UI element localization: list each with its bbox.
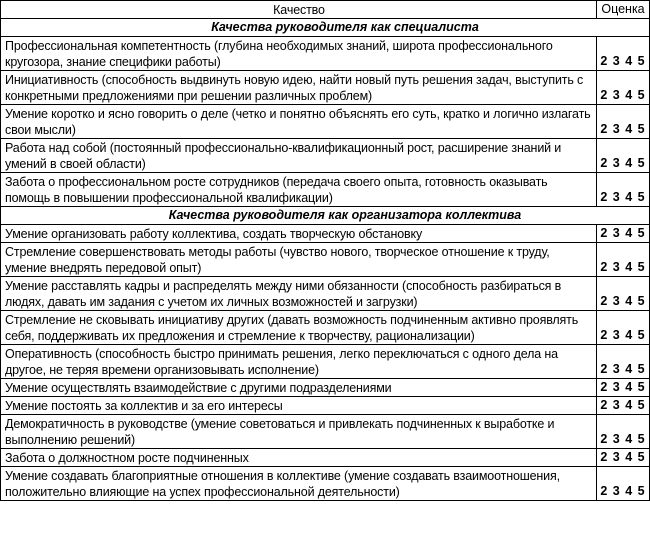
score-scale[interactable]: 2 3 4 5 (600, 156, 646, 170)
score-scale[interactable]: 2 3 4 5 (600, 122, 646, 136)
score-scale[interactable]: 2 3 4 5 (600, 450, 646, 464)
quality-text: Профессиональная компетентность (глубина необходимых знаний, широта профессионального кругозора, знание специфики работы) (1, 37, 597, 70)
table-row (1, 345, 649, 379)
quality-text: Умение коротко и ясно говорить о деле (четко и понятно объяснять его суть, кратко и логично излагать свои мысли) (1, 105, 597, 138)
score-scale[interactable]: 2 3 4 5 (600, 432, 646, 446)
score-scale[interactable]: 2 3 4 5 (600, 294, 646, 308)
section-title-specialist: Качества руководителя как специалиста (1, 19, 649, 37)
score-scale[interactable]: 2 3 4 5 (600, 88, 646, 102)
quality-text: Умение осуществлять взаимодействие с другими подразделениями (1, 379, 597, 396)
table-row (1, 243, 649, 277)
section-title-organizer: Качества руководителя как организатора коллектива (1, 207, 649, 225)
quality-text: Стремление совершенствовать методы работы (чувство нового, творческое отношение к труду, умение внедрять передовой опыт) (1, 243, 597, 276)
table-row (1, 139, 649, 173)
quality-text: Умение расставлять кадры и распределять между ними обязанности (способность разбираться в людях, давать им задания с учетом их личных возможностей и загрузки) (1, 277, 597, 310)
table-row (1, 311, 649, 345)
quality-text: Стремление не сковывать инициативу других (давать возможность подчиненным активно проявлять себя, поддерживать их предложения и стремление к творчеству, рационализации) (1, 311, 597, 344)
score-scale[interactable]: 2 3 4 5 (600, 260, 646, 274)
table-row (1, 467, 649, 501)
table-row (1, 397, 649, 415)
score-column-header: Оценка (601, 2, 645, 16)
score-scale[interactable]: 2 3 4 5 (600, 484, 646, 498)
table-row (1, 225, 649, 243)
table-row (1, 71, 649, 105)
score-scale[interactable]: 2 3 4 5 (600, 226, 646, 240)
score-scale[interactable]: 2 3 4 5 (600, 54, 646, 68)
table-row (1, 277, 649, 311)
quality-text: Умение создавать благоприятные отношения в коллективе (умение создавать взаимоотношения, положительно влияющие на успех профессиональной деятельности) (1, 467, 597, 500)
score-scale[interactable]: 2 3 4 5 (600, 362, 646, 376)
quality-text: Забота о должностном росте подчиненных (1, 449, 597, 466)
score-scale[interactable]: 2 3 4 5 (600, 190, 646, 204)
score-scale[interactable]: 2 3 4 5 (600, 380, 646, 394)
quality-text: Работа над собой (постоянный профессионально-квалификационный рост, расширение знаний и умений в своей области) (1, 139, 597, 172)
quality-text: Забота о профессиональном росте сотрудников (передача своего опыта, готовность оказывать помощь в повышении профессиональной квалификации) (1, 173, 597, 206)
table-row (1, 449, 649, 467)
quality-column-header: Качество (1, 1, 597, 18)
table-row (1, 37, 649, 71)
table-row (1, 173, 649, 207)
score-scale[interactable]: 2 3 4 5 (600, 398, 646, 412)
quality-text: Умение постоять за коллектив и за его интересы (1, 397, 597, 414)
quality-text: Демократичность в руководстве (умение советоваться и привлекать подчиненных к выработке и выполнению решений) (1, 415, 597, 448)
table-header-row (1, 1, 649, 19)
table-row (1, 105, 649, 139)
table-row (1, 379, 649, 397)
score-scale[interactable]: 2 3 4 5 (600, 328, 646, 342)
quality-text: Инициативность (способность выдвинуть новую идею, найти новый путь решения задач, выступить с конкретными предложениями при решении различных проблем) (1, 71, 597, 104)
quality-text: Оперативность (способность быстро принимать решения, легко переключаться с одного дела на другое, не теряя времени организовывать исполнение) (1, 345, 597, 378)
quality-text: Умение организовать работу коллектива, создать творческую обстановку (1, 225, 597, 242)
table-row (1, 415, 649, 449)
